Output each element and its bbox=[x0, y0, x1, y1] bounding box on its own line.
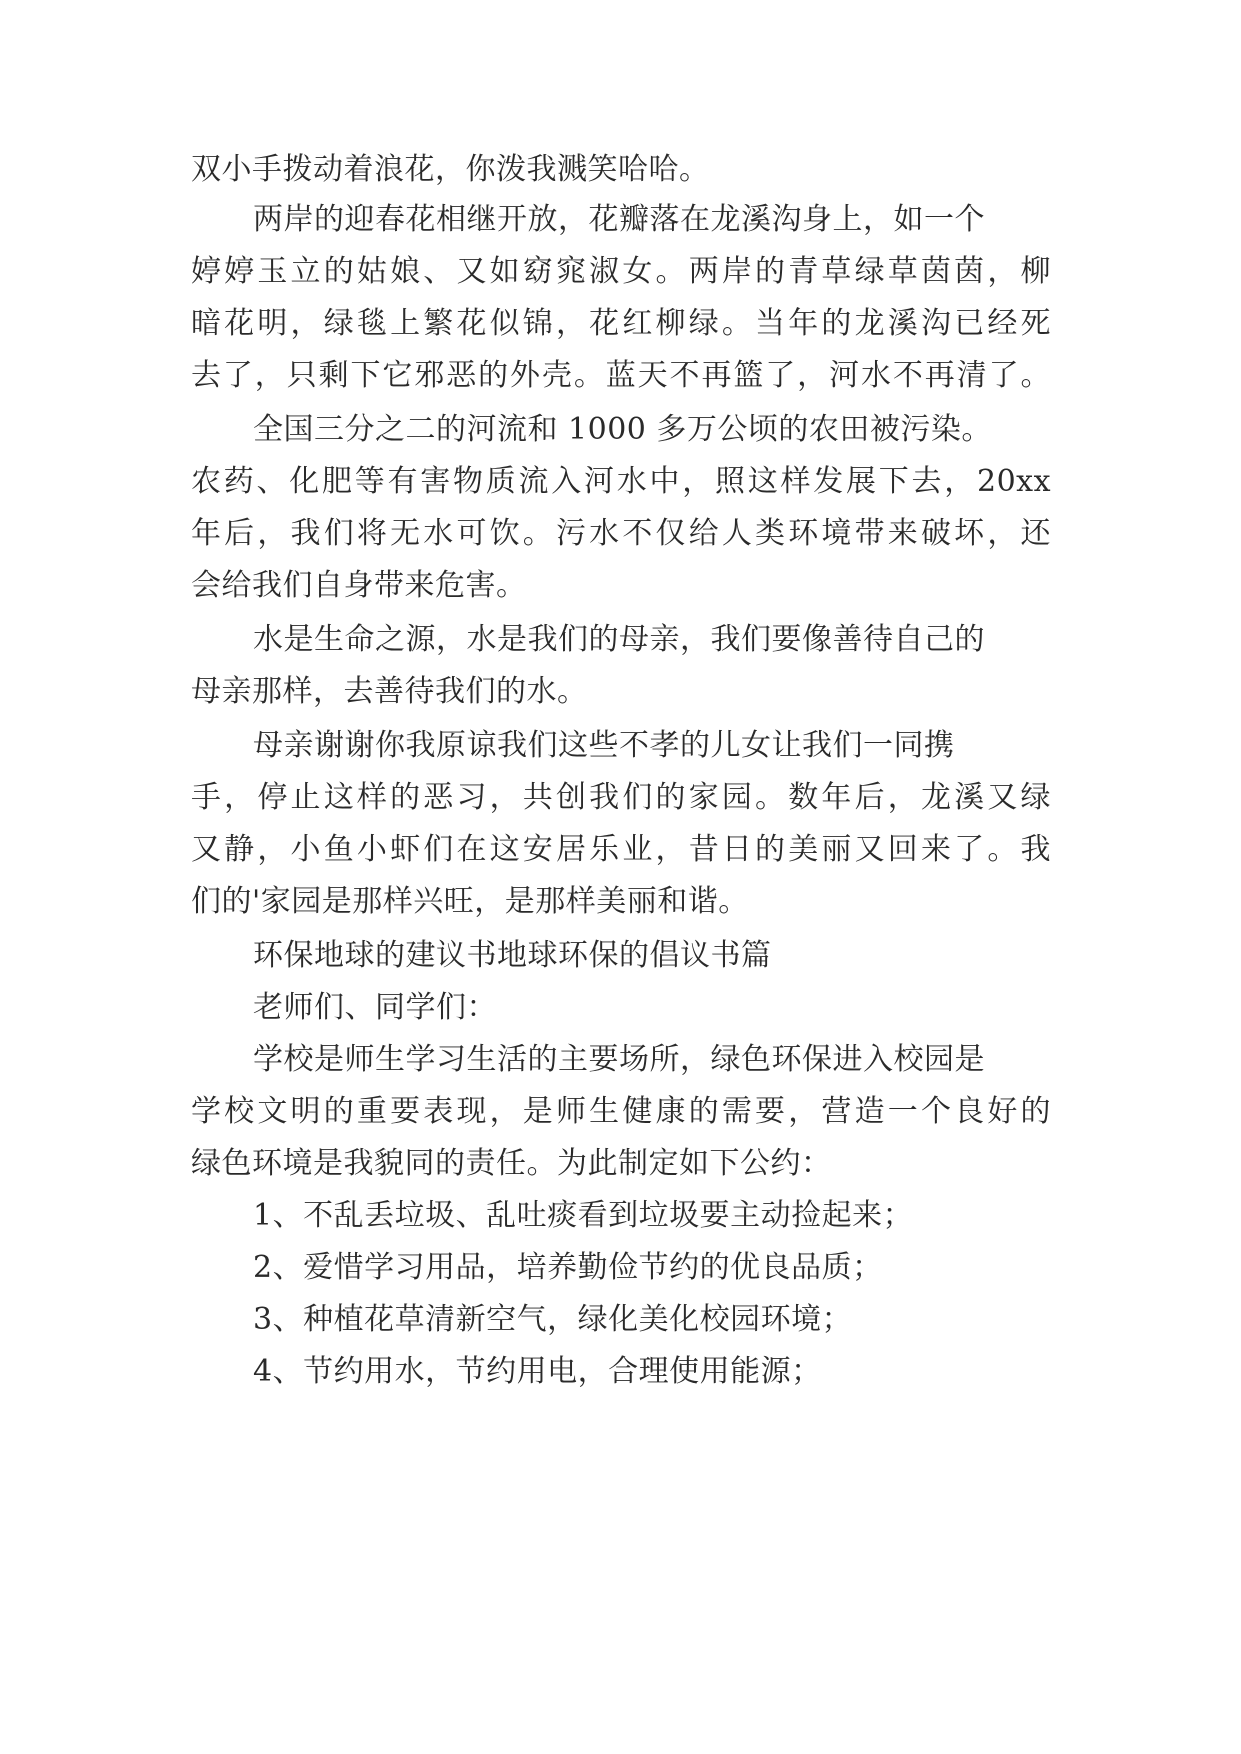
paragraph-line: 又静，小鱼小虾们在这安居乐业，昔日的美丽又回来了。我 bbox=[191, 832, 1051, 867]
paragraph-line: 全国三分之二的河流和 1000 多万公顷的农田被污染。 bbox=[253, 412, 992, 447]
paragraph-line: 学校是师生学习生活的主要场所，绿色环保进入校园是 bbox=[253, 1042, 985, 1077]
paragraph-line: 学校文明的重要表现，是师生健康的需要，营造一个良好的 bbox=[191, 1094, 1051, 1129]
paragraph-line: 们的'家园是那样兴旺，是那样美丽和谐。 bbox=[191, 884, 749, 919]
list-item: 3、种植花草清新空气，绿化美化校园环境； bbox=[253, 1302, 853, 1337]
list-item: 4、节约用水，节约用电，合理使用能源； bbox=[253, 1354, 822, 1389]
paragraph-line: 两岸的迎春花相继开放，花瓣落在龙溪沟身上，如一个 bbox=[253, 202, 985, 237]
section-heading: 环保地球的建议书地球环保的倡议书篇 bbox=[253, 938, 772, 973]
paragraph-line: 母亲那样，去善待我们的水。 bbox=[191, 674, 588, 709]
paragraph-line: 去了，只剩下它邪恶的外壳。蓝天不再篮了，河水不再清了。 bbox=[191, 358, 1051, 393]
paragraph-line: 手，停止这样的恶习，共创我们的家园。数年后，龙溪又绿 bbox=[191, 780, 1051, 815]
salutation: 老师们、同学们： bbox=[253, 990, 497, 1025]
paragraph-line: 水是生命之源，水是我们的母亲，我们要像善待自己的 bbox=[253, 622, 985, 657]
paragraph-line: 婷婷玉立的姑娘、又如窈窕淑女。两岸的青草绿草茵茵，柳 bbox=[191, 254, 1051, 289]
paragraph-line: 农药、化肥等有害物质流入河水中，照这样发展下去，20xx bbox=[191, 464, 1051, 499]
paragraph-line: 暗花明，绿毯上繁花似锦，花红柳绿。当年的龙溪沟已经死 bbox=[191, 306, 1051, 341]
list-item: 1、不乱丢垃圾、乱吐痰看到垃圾要主动捡起来； bbox=[253, 1198, 914, 1233]
list-item: 2、爱惜学习用品，培养勤俭节约的优良品质； bbox=[253, 1250, 883, 1285]
paragraph-line: 绿色环境是我貌同的责任。为此制定如下公约： bbox=[191, 1146, 832, 1181]
paragraph-line: 会给我们自身带来危害。 bbox=[191, 568, 527, 603]
paragraph-line: 年后，我们将无水可饮。污水不仅给人类环境带来破坏，还 bbox=[191, 516, 1051, 551]
paragraph-line: 母亲谢谢你我原谅我们这些不孝的儿女让我们一同携 bbox=[253, 728, 955, 763]
paragraph-line: 双小手拨动着浪花，你泼我溅笑哈哈。 bbox=[191, 152, 710, 187]
